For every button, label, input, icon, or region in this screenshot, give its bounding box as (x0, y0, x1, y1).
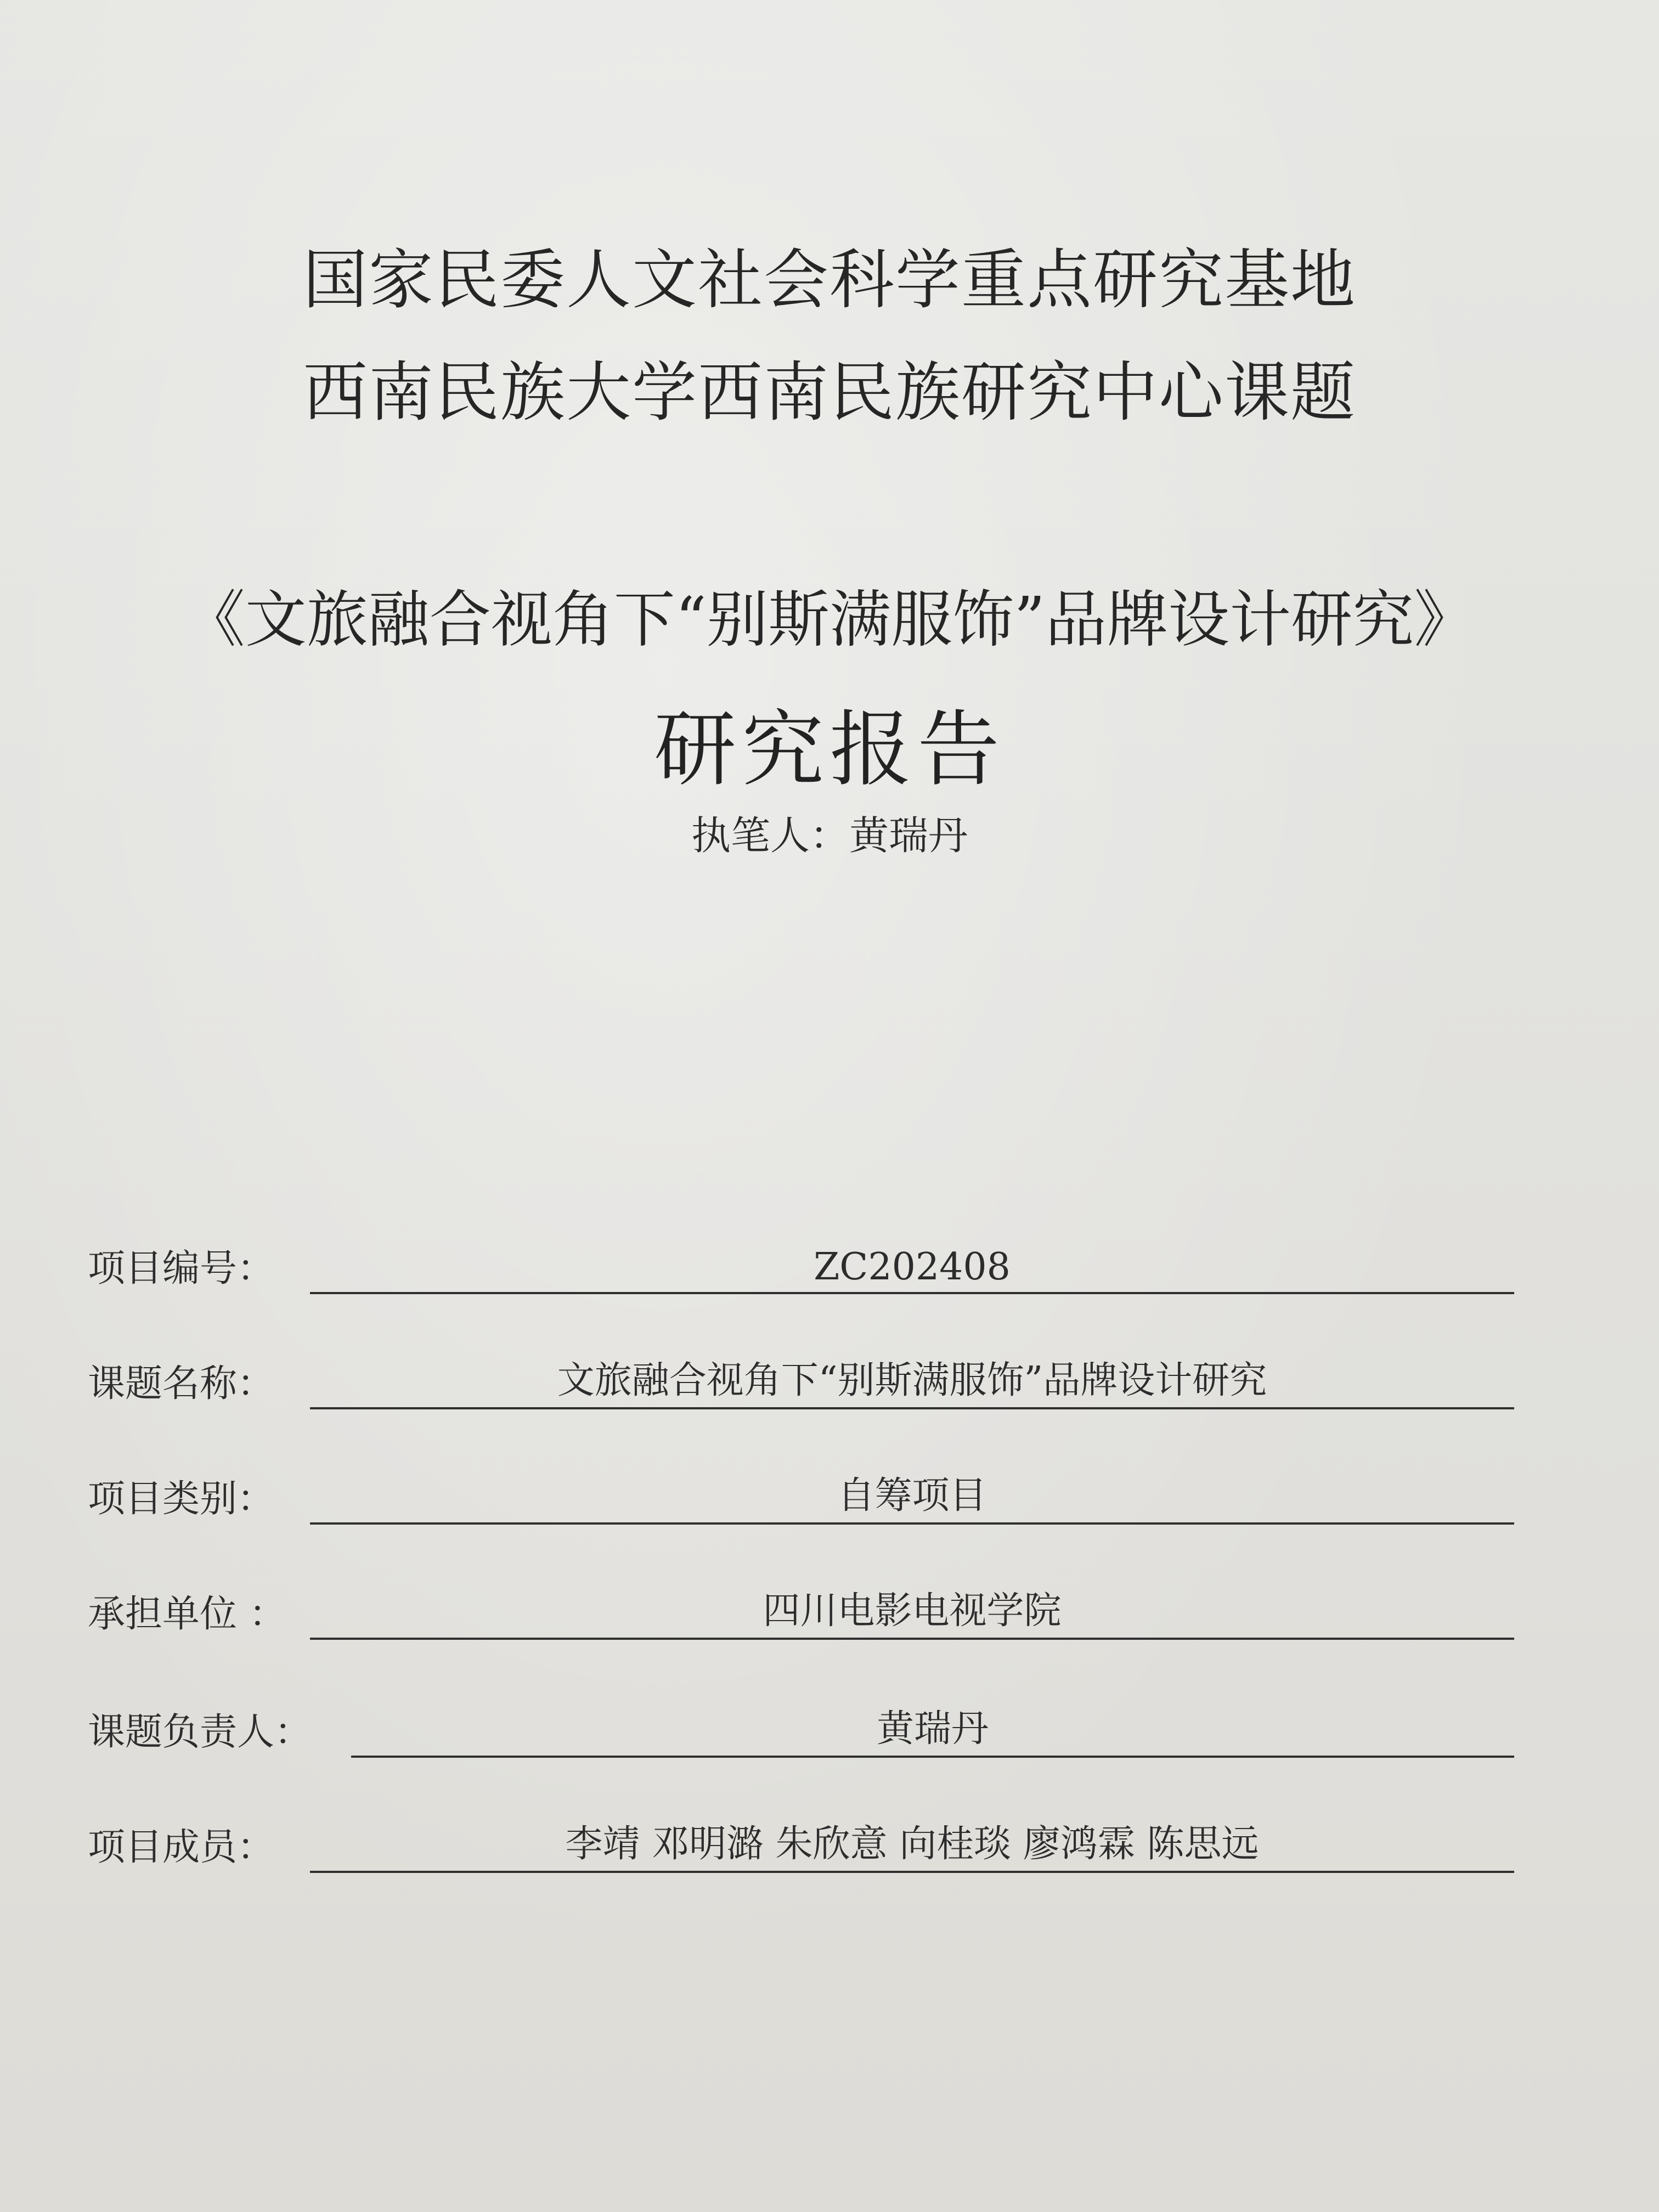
field-undertaking-unit (88, 1577, 1514, 1638)
report-author: 执笔人：黄瑞丹 (691, 812, 968, 859)
field-project-members (88, 1810, 1514, 1871)
report-subtitle: 研究报告 (653, 702, 1005, 798)
field-value: 李靖 邓明潞 朱欣意 向桂琰 廖鸿霖 陈思远 (565, 1822, 1259, 1866)
field-project-category (88, 1462, 1514, 1522)
underline (310, 1871, 1514, 1873)
field-label: 项目成员： (88, 1826, 275, 1869)
field-project-number (88, 1232, 1514, 1292)
field-topic-name (88, 1347, 1514, 1407)
institution-line-1: 国家民委人文社会科学重点研究基地 (302, 242, 1356, 318)
field-project-leader (88, 1695, 1514, 1756)
institution-line-2: 西南民族大学西南民族研究中心课题 (302, 354, 1356, 430)
field-value: 四川电影电视学院 (763, 1589, 1062, 1633)
underline (310, 1638, 1514, 1640)
field-label: 课题名称： (88, 1362, 275, 1406)
report-title: 《文旅融合视角下“别斯满服饰”品牌设计研究》 (183, 584, 1476, 656)
field-value: 文旅融合视角下“别斯满服饰”品牌设计研究 (557, 1359, 1267, 1402)
underline (351, 1756, 1514, 1758)
underline (310, 1292, 1514, 1294)
field-label: 课题负责人： (88, 1711, 312, 1754)
field-value: 自筹项目 (837, 1474, 987, 1517)
underline (310, 1407, 1514, 1409)
field-label: 承担单位 ： (88, 1593, 286, 1636)
underline (310, 1522, 1514, 1525)
field-value: ZC202408 (814, 1245, 1011, 1289)
field-value: 黄瑞丹 (876, 1707, 989, 1751)
field-label: 项目类别： (88, 1477, 275, 1521)
field-label: 项目编号： (88, 1247, 275, 1290)
